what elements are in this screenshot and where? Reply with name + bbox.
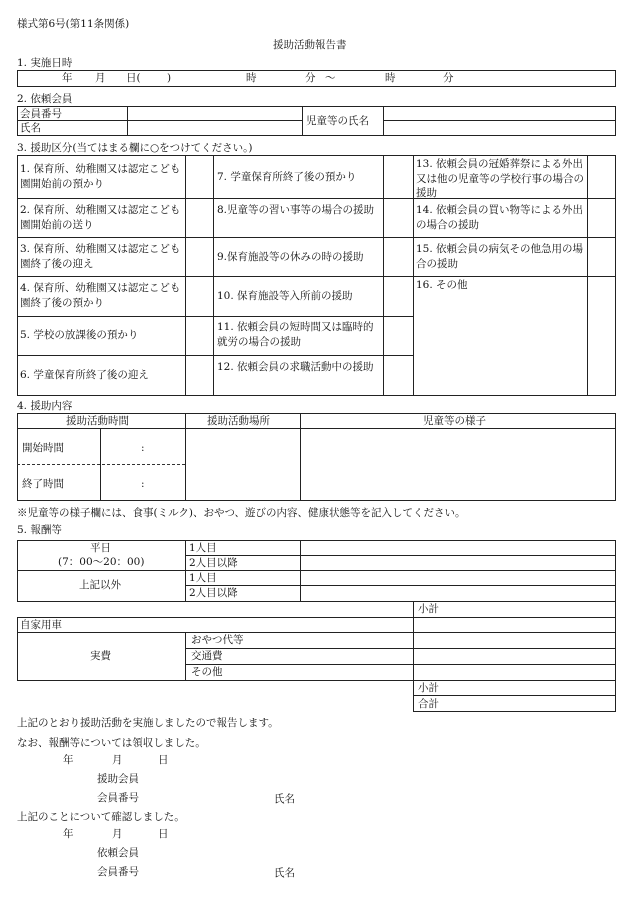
other-times-label: 上記以外 bbox=[79, 579, 121, 591]
type-item-9: 9.保育施設等の休みの時の援助 bbox=[217, 251, 364, 263]
expense-subtotal-label: 小計 bbox=[418, 682, 439, 694]
check-box-14[interactable] bbox=[588, 199, 614, 236]
check-box-2[interactable] bbox=[186, 199, 212, 236]
type-item-2: 2. 保育所、幼稚園又は認定こども園開始前の送り bbox=[20, 204, 181, 231]
section-5-heading: 5. 報酬等 bbox=[17, 524, 62, 536]
fee-subtotal-field[interactable] bbox=[414, 602, 614, 616]
check-box-13[interactable] bbox=[588, 156, 614, 197]
check-box-15[interactable] bbox=[588, 238, 614, 275]
requester-date-year: 年 bbox=[63, 828, 74, 840]
col-activity-time: 援助活動時間 bbox=[66, 415, 129, 427]
grand-total-field[interactable] bbox=[460, 696, 614, 710]
section-3-heading: 3. 援助区分(当てはまる欄に○をつけてください。) bbox=[17, 142, 253, 154]
section-1-heading: 1. 実施日時 bbox=[17, 57, 73, 69]
weekday-first-child: 1人目 bbox=[189, 542, 217, 554]
type-item-4: 4. 保育所、幼稚園又は認定こども園終了後の預かり bbox=[20, 282, 181, 309]
check-box-9[interactable] bbox=[384, 238, 412, 275]
type-item-16: 16. その他 bbox=[416, 279, 468, 291]
type-item-6: 6. 学童保育所終了後の迎え bbox=[20, 369, 149, 381]
other-cost-field[interactable] bbox=[414, 665, 614, 679]
section-2-heading: 2. 依頼会員 bbox=[17, 93, 73, 105]
name-label: 氏名 bbox=[20, 122, 41, 134]
weekday-close: ) bbox=[167, 72, 172, 84]
other-first-child: 1人目 bbox=[189, 572, 217, 584]
end-min-label: 分 bbox=[443, 72, 454, 84]
check-box-7[interactable] bbox=[384, 156, 412, 197]
date-day-label: 日( bbox=[126, 72, 141, 84]
section-4-note: ※児童等の様子欄には、食事(ミルク)、おやつ、遊びの内容、健康状態等を記入してください。 bbox=[17, 507, 466, 519]
type-item-1: 1. 保育所、幼稚園又は認定こども園開始前の預かり bbox=[20, 163, 181, 190]
type-item-15: 15. 依頼会員の病気その他急用の場合の援助 bbox=[416, 243, 584, 270]
check-box-16[interactable] bbox=[588, 277, 614, 394]
helper-date-year: 年 bbox=[63, 754, 74, 766]
form-title: 援助活動報告書 bbox=[273, 39, 347, 51]
start-min-label: 分 bbox=[305, 72, 316, 84]
type-item-3: 3. 保育所、幼稚園又は認定こども園終了後の迎え bbox=[20, 243, 181, 270]
type-item-7: 7. 学童保育所終了後の預かり bbox=[217, 171, 357, 183]
member-no-field[interactable] bbox=[128, 107, 301, 120]
check-box-3[interactable] bbox=[186, 238, 212, 275]
check-box-1[interactable] bbox=[186, 156, 212, 197]
check-box-10[interactable] bbox=[384, 277, 412, 315]
report-statement: 上記のとおり援助活動を実施しましたので報告します。 bbox=[17, 717, 279, 729]
check-box-11[interactable] bbox=[384, 317, 412, 354]
expenses-label: 実費 bbox=[90, 650, 111, 662]
requester-member-label: 依頼会員 bbox=[97, 847, 139, 859]
fee-weekday-extra-field[interactable] bbox=[301, 556, 614, 569]
type-item-12: 12. 依頼会員の求職活動中の援助 bbox=[217, 361, 374, 373]
requester-date-day: 日 bbox=[158, 828, 169, 840]
section-4-heading: 4. 援助内容 bbox=[17, 400, 73, 412]
requester-name-label: 氏名 bbox=[274, 867, 295, 879]
transport-cost-field[interactable] bbox=[414, 649, 614, 663]
other-cost-label: その他 bbox=[191, 666, 223, 678]
end-time-field[interactable] bbox=[101, 465, 184, 499]
end-time-label: 終了時間 bbox=[22, 478, 64, 490]
weekday-label: 平日 bbox=[90, 542, 111, 554]
helper-member-no-label: 会員番号 bbox=[97, 792, 139, 804]
check-box-8[interactable] bbox=[384, 199, 412, 236]
start-time-label: 開始時間 bbox=[22, 442, 64, 454]
snack-cost-label: おやつ代等 bbox=[191, 634, 244, 646]
child-status-field[interactable] bbox=[301, 429, 614, 499]
weekday-additional: 2人目以降 bbox=[189, 557, 238, 569]
end-hour-label: 時 bbox=[385, 72, 396, 84]
start-time-field[interactable] bbox=[101, 429, 184, 463]
private-car-label: 自家用車 bbox=[20, 619, 62, 631]
type-item-8: 8.児童等の習い事等の場合の援助 bbox=[217, 204, 375, 216]
type-item-5: 5. 学校の放課後の預かり bbox=[20, 329, 139, 341]
tilde: ～ bbox=[325, 72, 336, 84]
helper-name-label: 氏名 bbox=[274, 793, 295, 805]
type-item-11: 11. 依頼会員の短時間又は臨時的就労の場合の援助 bbox=[217, 321, 374, 348]
helper-date-day: 日 bbox=[158, 754, 169, 766]
fee-subtotal-label: 小計 bbox=[418, 603, 439, 615]
type-item-13: 13. 依頼会員の冠婚葬祭による外出又は他の児童等の学校行事の場合の援助 bbox=[416, 158, 584, 200]
name-field[interactable] bbox=[128, 121, 301, 134]
start-time-colon: : bbox=[141, 442, 145, 454]
receipt-statement: なお、報酬等については領収しました。 bbox=[17, 737, 206, 749]
transport-cost-label: 交通費 bbox=[191, 650, 223, 662]
requester-member-no-label: 会員番号 bbox=[97, 866, 139, 878]
type-item-14: 14. 依頼会員の買い物等による外出の場合の援助 bbox=[416, 204, 584, 231]
check-box-12[interactable] bbox=[384, 356, 412, 394]
child-name-field[interactable] bbox=[384, 107, 614, 134]
child-name-label: 児童等の氏名 bbox=[306, 115, 369, 127]
check-box-4[interactable] bbox=[186, 277, 212, 315]
grand-total-label: 合計 bbox=[418, 698, 439, 710]
date-month-label: 月 bbox=[95, 72, 106, 84]
fee-other-first-field[interactable] bbox=[301, 571, 614, 584]
weekday-hours-label: (7：00～20：00) bbox=[58, 556, 145, 568]
type-item-10: 10. 保育施設等入所前の援助 bbox=[217, 290, 353, 302]
check-box-6[interactable] bbox=[186, 356, 212, 394]
activity-place-field[interactable] bbox=[186, 429, 299, 499]
expense-subtotal-field[interactable] bbox=[460, 681, 614, 694]
helper-member-label: 援助会員 bbox=[97, 773, 139, 785]
start-hour-label: 時 bbox=[246, 72, 257, 84]
date-year-label: 年 bbox=[62, 72, 73, 84]
fee-weekday-first-field[interactable] bbox=[301, 541, 614, 554]
form-number: 様式第6号(第11条関係) bbox=[17, 18, 130, 30]
col-activity-place: 援助活動場所 bbox=[207, 415, 270, 427]
check-box-5[interactable] bbox=[186, 317, 212, 354]
member-no-label: 会員番号 bbox=[20, 108, 62, 120]
confirm-statement: 上記のことについて確認しました。 bbox=[17, 811, 185, 823]
fee-other-extra-field[interactable] bbox=[301, 586, 614, 600]
end-time-colon: : bbox=[141, 478, 145, 490]
other-additional: 2人目以降 bbox=[189, 587, 238, 599]
helper-date-month: 月 bbox=[112, 754, 123, 766]
snack-cost-field[interactable] bbox=[414, 633, 614, 647]
requester-date-month: 月 bbox=[112, 828, 123, 840]
col-child-status: 児童等の様子 bbox=[423, 415, 486, 427]
private-car-field[interactable] bbox=[414, 618, 614, 631]
